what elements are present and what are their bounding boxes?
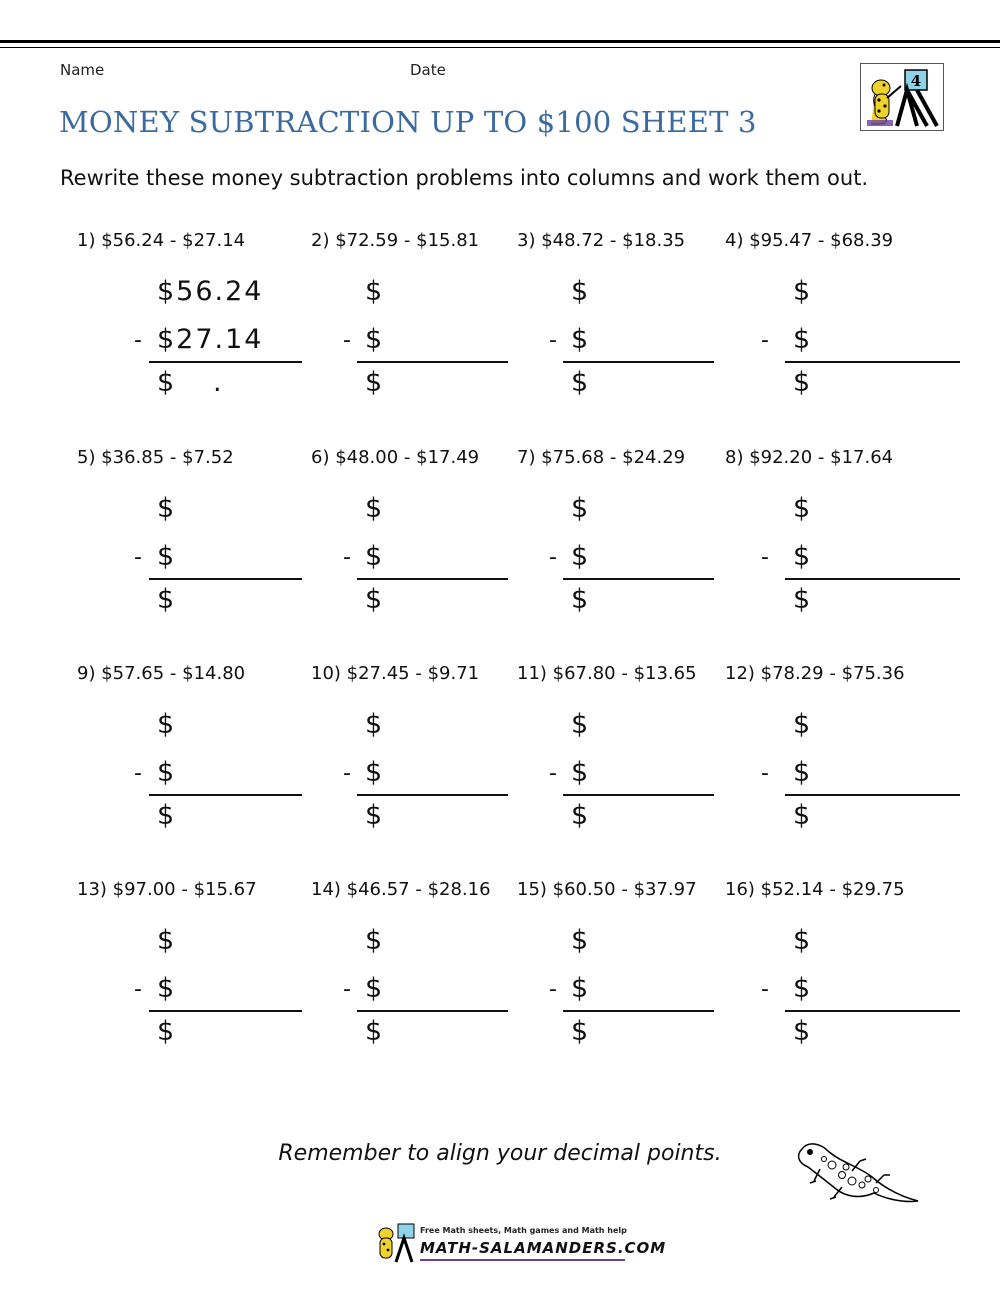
problem-label: 15) $60.50 - $37.97: [517, 879, 697, 900]
answer-amount: $: [571, 367, 591, 398]
subtrahend-amount: $: [157, 757, 177, 788]
minus-sign: -: [134, 328, 142, 353]
problem-5: [77, 447, 317, 647]
top-amount: $: [793, 925, 813, 956]
salamander-icon: [790, 1135, 925, 1225]
problem-label: 13) $97.00 - $15.67: [77, 879, 257, 900]
minus-sign: -: [343, 545, 351, 570]
answer-amount: $: [793, 800, 813, 831]
minus-sign: -: [549, 545, 557, 570]
footer-salamander-icon: [374, 1222, 418, 1264]
answer-line: [357, 1010, 508, 1012]
minus-sign: -: [343, 977, 351, 1002]
problem-label: 7) $75.68 - $24.29: [517, 447, 686, 468]
top-amount: $: [571, 493, 591, 524]
answer-amount: $: [365, 367, 385, 398]
date-label: Date: [410, 61, 446, 79]
problem-label: 5) $36.85 - $7.52: [77, 447, 234, 468]
problem-11: [517, 663, 757, 863]
top-amount: $: [571, 276, 591, 307]
problem-label: 11) $67.80 - $13.65: [517, 663, 697, 684]
problem-9: [77, 663, 317, 863]
minus-sign: -: [761, 328, 769, 353]
top-amount: $: [365, 925, 385, 956]
top-amount: $56.24: [157, 276, 264, 307]
answer-line: [563, 578, 714, 580]
subtrahend-amount: $27.14: [157, 324, 264, 355]
subtrahend-amount: $: [365, 324, 385, 355]
problem-label: 14) $46.57 - $28.16: [311, 879, 491, 900]
subtrahend-amount: $: [571, 757, 591, 788]
answer-amount: $: [157, 1016, 177, 1047]
problem-3: [517, 230, 757, 430]
answer-line: [357, 578, 508, 580]
grade-badge: 4: [910, 72, 922, 90]
answer-amount: $: [157, 367, 177, 398]
problem-label: 12) $78.29 - $75.36: [725, 663, 905, 684]
answer-line: [785, 794, 960, 796]
subtrahend-amount: $: [571, 324, 591, 355]
subtrahend-amount: $: [365, 757, 385, 788]
minus-sign: -: [549, 328, 557, 353]
answer-amount: $: [157, 584, 177, 615]
minus-sign: -: [761, 977, 769, 1002]
answer-amount: $: [365, 800, 385, 831]
minus-sign: -: [761, 761, 769, 786]
footer-underline: [420, 1259, 625, 1261]
subtrahend-amount: $: [365, 541, 385, 572]
name-label: Name: [60, 61, 105, 79]
top-amount: $: [365, 493, 385, 524]
problem-2: [311, 230, 551, 430]
answer-amount: $: [571, 584, 591, 615]
answer-amount: $: [793, 1016, 813, 1047]
subtrahend-amount: $: [365, 973, 385, 1004]
answer-line: [149, 578, 302, 580]
minus-sign: -: [343, 761, 351, 786]
top-amount: $: [571, 925, 591, 956]
answer-line: [149, 1010, 302, 1012]
problem-16: [725, 879, 965, 1079]
subtrahend-amount: $: [793, 757, 813, 788]
problem-13: [77, 879, 317, 1079]
answer-amount: $: [571, 1016, 591, 1047]
problem-label: 4) $95.47 - $68.39: [725, 230, 894, 251]
top-border-thick: [0, 40, 1000, 43]
problem-6: [311, 447, 551, 647]
problem-label: 1) $56.24 - $27.14: [77, 230, 246, 251]
minus-sign: -: [549, 977, 557, 1002]
problem-8: [725, 447, 965, 647]
answer-line: [563, 1010, 714, 1012]
footer-site-link[interactable]: MATH-SALAMANDERS.COM: [420, 1239, 667, 1257]
answer-amount: $: [365, 1016, 385, 1047]
top-amount: $: [157, 925, 177, 956]
subtrahend-amount: $: [793, 324, 813, 355]
problem-7: [517, 447, 757, 647]
problem-15: [517, 879, 757, 1079]
subtrahend-amount: $: [793, 541, 813, 572]
top-amount: $: [793, 709, 813, 740]
answer-line: [563, 794, 714, 796]
subtrahend-amount: $: [571, 541, 591, 572]
answer-amount: $: [793, 584, 813, 615]
minus-sign: -: [134, 977, 142, 1002]
minus-sign: -: [343, 328, 351, 353]
footer-tagline: Free Math sheets, Math games and Math help: [420, 1226, 627, 1235]
grade-logo: [860, 63, 944, 131]
minus-sign: -: [549, 761, 557, 786]
subtrahend-amount: $: [793, 973, 813, 1004]
worksheet-title: MONEY SUBTRACTION UP TO $100 SHEET 3: [59, 105, 757, 139]
problem-10: [311, 663, 551, 863]
top-amount: $: [793, 493, 813, 524]
answer-amount: $: [365, 584, 385, 615]
salamander-teacher-icon: [861, 64, 943, 130]
top-amount: $: [365, 276, 385, 307]
top-amount: $: [571, 709, 591, 740]
top-amount: $: [157, 709, 177, 740]
answer-amount: $: [571, 800, 591, 831]
minus-sign: -: [134, 545, 142, 570]
top-amount: $: [365, 709, 385, 740]
problem-4: [725, 230, 965, 430]
answer-amount: $: [793, 367, 813, 398]
top-amount: $: [793, 276, 813, 307]
top-border-thin: [0, 47, 1000, 48]
problem-label: 9) $57.65 - $14.80: [77, 663, 246, 684]
answer-line: [357, 361, 508, 363]
answer-decimal-point: .: [213, 367, 222, 398]
problem-14: [311, 879, 551, 1079]
problem-label: 10) $27.45 - $9.71: [311, 663, 480, 684]
answer-line: [785, 578, 960, 580]
problem-label: 2) $72.59 - $15.81: [311, 230, 480, 251]
subtrahend-amount: $: [157, 541, 177, 572]
minus-sign: -: [761, 545, 769, 570]
problem-label: 16) $52.14 - $29.75: [725, 879, 905, 900]
instructions: Rewrite these money subtraction problems into columns and work them out.: [60, 166, 869, 190]
problem-label: 8) $92.20 - $17.64: [725, 447, 894, 468]
problem-label: 6) $48.00 - $17.49: [311, 447, 480, 468]
problem-1: [77, 230, 317, 430]
problem-label: 3) $48.72 - $18.35: [517, 230, 686, 251]
reminder-note: Remember to align your decimal points.: [278, 1141, 722, 1166]
answer-line: [785, 1010, 960, 1012]
minus-sign: -: [134, 761, 142, 786]
subtrahend-amount: $: [571, 973, 591, 1004]
subtrahend-amount: $: [157, 973, 177, 1004]
top-amount: $: [157, 493, 177, 524]
answer-line: [785, 361, 960, 363]
answer-line: [563, 361, 714, 363]
answer-amount: $: [157, 800, 177, 831]
answer-line: [357, 794, 508, 796]
answer-line: [149, 361, 302, 363]
problem-12: [725, 663, 965, 863]
answer-line: [149, 794, 302, 796]
